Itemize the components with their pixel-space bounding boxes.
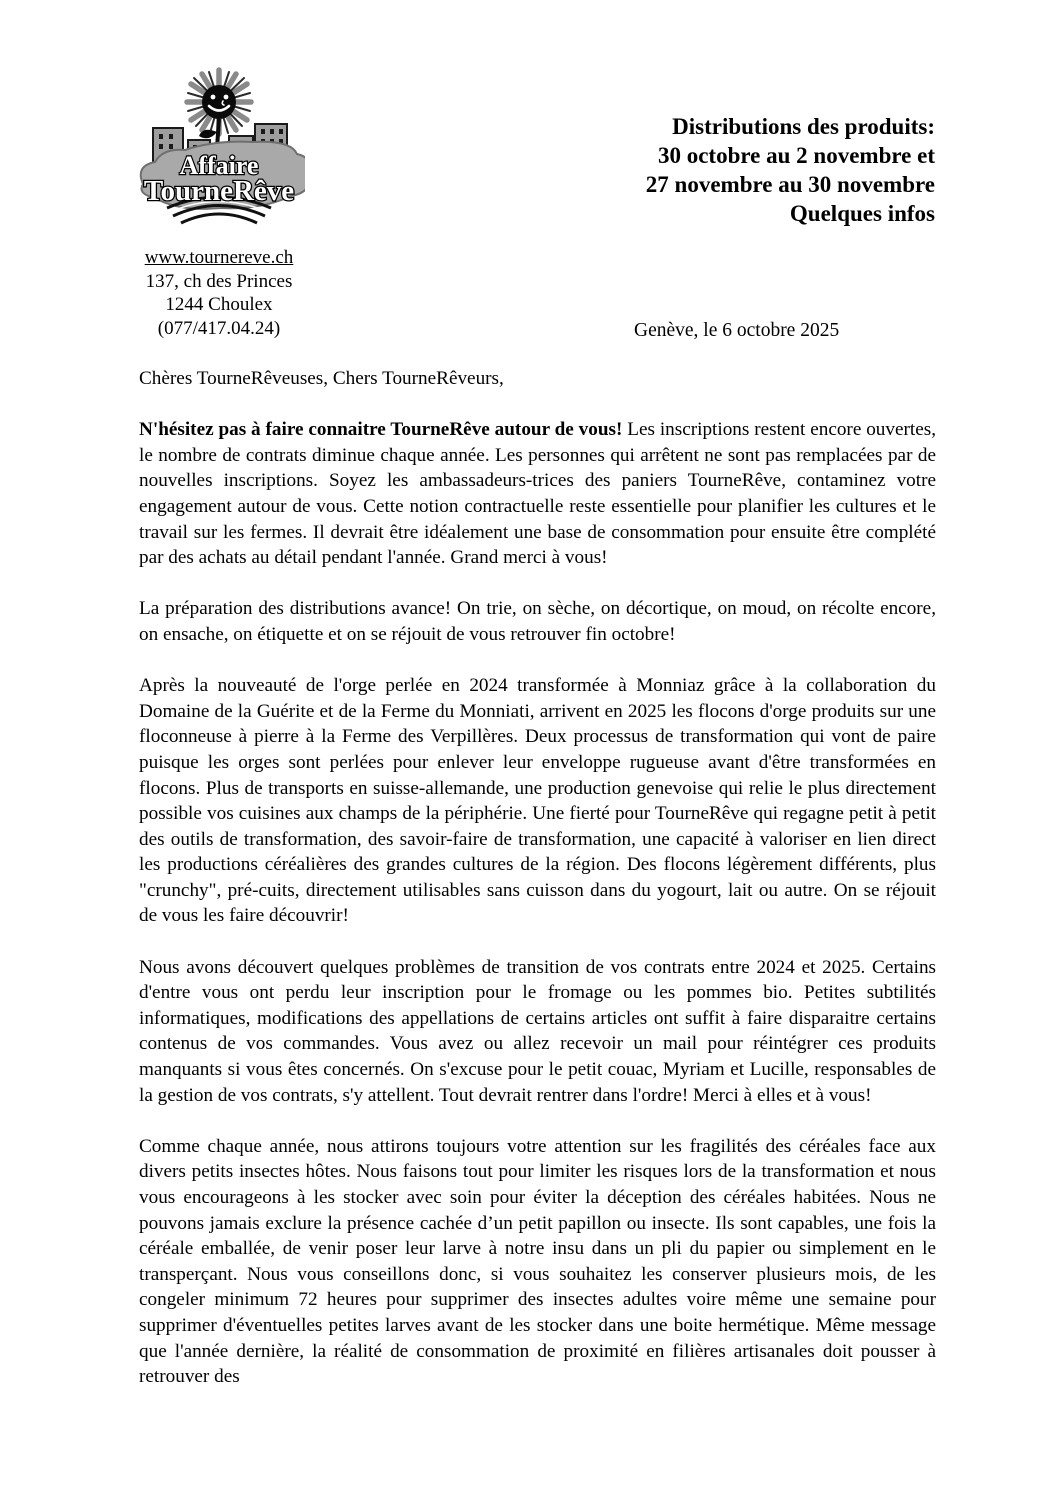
title-line-1: Distributions des produits: — [672, 114, 935, 139]
paragraph-1-bold-lead: N'hésitez pas à faire connaitre TourneRêve autour de vous! — [139, 419, 623, 441]
paragraph-1 — [139, 417, 936, 571]
letter-title — [646, 112, 935, 228]
paragraph-4: Nous avons découvert quelques problèmes de transition de vos contrats entre 2024 et 2025. Certains d'entre vous ont perdu leur inscription pour le fromage ou les pommes bio. Petites subtilités informatiques, modifications des appellations de certains articles ont suffit à faire disparaitre certains contenus de vos commandes. Vous avez ou allez recevoir un mail pour réintégrer ces produits manquants si vous êtes concernés. On s'excuse pour le petit couac, Myriam et Lucille, responsables de la gestion de vos contrats, s'y attellent. Tout devrait rentrer dans l'ordre! Merci à elles et à vous! — [139, 956, 936, 1106]
website-link[interactable]: www.tournereve.ch — [144, 247, 294, 268]
address-line-1: 137, ch des Princes — [145, 270, 293, 292]
phone-number: (077/417.04.24) — [157, 317, 281, 339]
title-line-3: 27 novembre au 30 novembre — [645, 172, 935, 197]
title-line-4: Quelques infos — [789, 201, 935, 226]
paragraph-5: Comme chaque année, nous attirons toujours votre attention sur les fragilités des céréales face aux divers petits insectes hôtes. Nous faisons tout pour limiter les risques lors de la transformation et nous vous encourageons à les stocker avec soin pour éviter la déception des céréales habitées. Nous ne pouvons jamais exclure la présence cachée d’un petit papillon ou insecte. Ils sont capables, une fois la céréale emballée, de venir poser leur larve à notre insu dans un pli du papier ou simplement en le transperçant. Nous vous conseillons donc, si vous souhaitez les conserver plusieurs mois, de les congeler minimum 72 heures pour supprimer des insectes adultes voire même une semaine pour supprimer d'éventuelles petites larves avant de les stocker dans une boite hermétique. Même message que l'année dernière, la réalité de consommation de proximité en filières artisanales doit pousser à retrouver des — [139, 1135, 936, 1388]
paragraph-1-text: Les inscriptions restent encore ouvertes, le nombre de contrats diminue chaque année. Les personnes qui arrêtent ne sont pas remplacées par de nouvelles inscriptions. Soyez les ambassadeurs-trices des paniers TourneRêve, contaminez votre engagement autour de vous. Cette notion contractuelle reste essentielle pour planifier les cultures et le travail sur les fermes. Il devrait être idéalement une base de consommation pour ensuite être complété par des achats au détail pendant l'année. Grand merci à vous! — [139, 419, 936, 569]
contact-block — [131, 246, 307, 340]
logo-text-line2: TourneRêve — [143, 175, 295, 207]
salutation: Chères TourneRêveuses, Chers TourneRêveurs, — [139, 368, 504, 389]
paragraph-3: Après la nouveauté de l'orge perlée en 2024 transformée à Monniaz grâce à la collaboration du Domaine de la Guérite et de la Ferme du Monniati, arrivent en 2025 les flocons d'orge produits sur une floconneuse à pierre à la Ferme des Verpillères. Deux processus de transformation qui vont de paire puisque les orges sont perlées pour enlever leur enveloppe rugueuse avant d'être transformées en flocons. Plus de transports en suisse-allemande, une production genevoise qui relie le plus directement possible vos cuisines aux champs de la périphérie. Une fierté pour TourneRêve qui regagne petit à petit des outils de transformation, des savoir-faire de transformation, une capacité à valoriser en lien direct les productions céréalières des grandes cultures de la région. Des flocons légèrement différents, plus "crunchy", pré-cuits, directement utilisables sans cuisson dans du yogourt, lait ou autre. On se réjouit de vous les faire découvrir! — [139, 675, 936, 927]
logo-block — [131, 66, 307, 340]
dateline: Genève, le 6 octobre 2025 — [634, 320, 840, 341]
affaire-tournereve-logo — [133, 66, 305, 232]
address-line-2: 1244 Choulex — [165, 294, 273, 315]
logo-banner — [141, 142, 305, 223]
paragraph-2: La préparation des distributions avance! On trie, on sèche, on décortique, on moud, on récolte encore, on ensache, on étiquette et on se réjouit de vous retrouver fin octobre! — [139, 598, 936, 645]
logo-text-line1: Affaire — [179, 151, 259, 180]
letter-body — [139, 366, 936, 1415]
title-line-2: 30 octobre au 2 novembre et — [657, 143, 935, 168]
